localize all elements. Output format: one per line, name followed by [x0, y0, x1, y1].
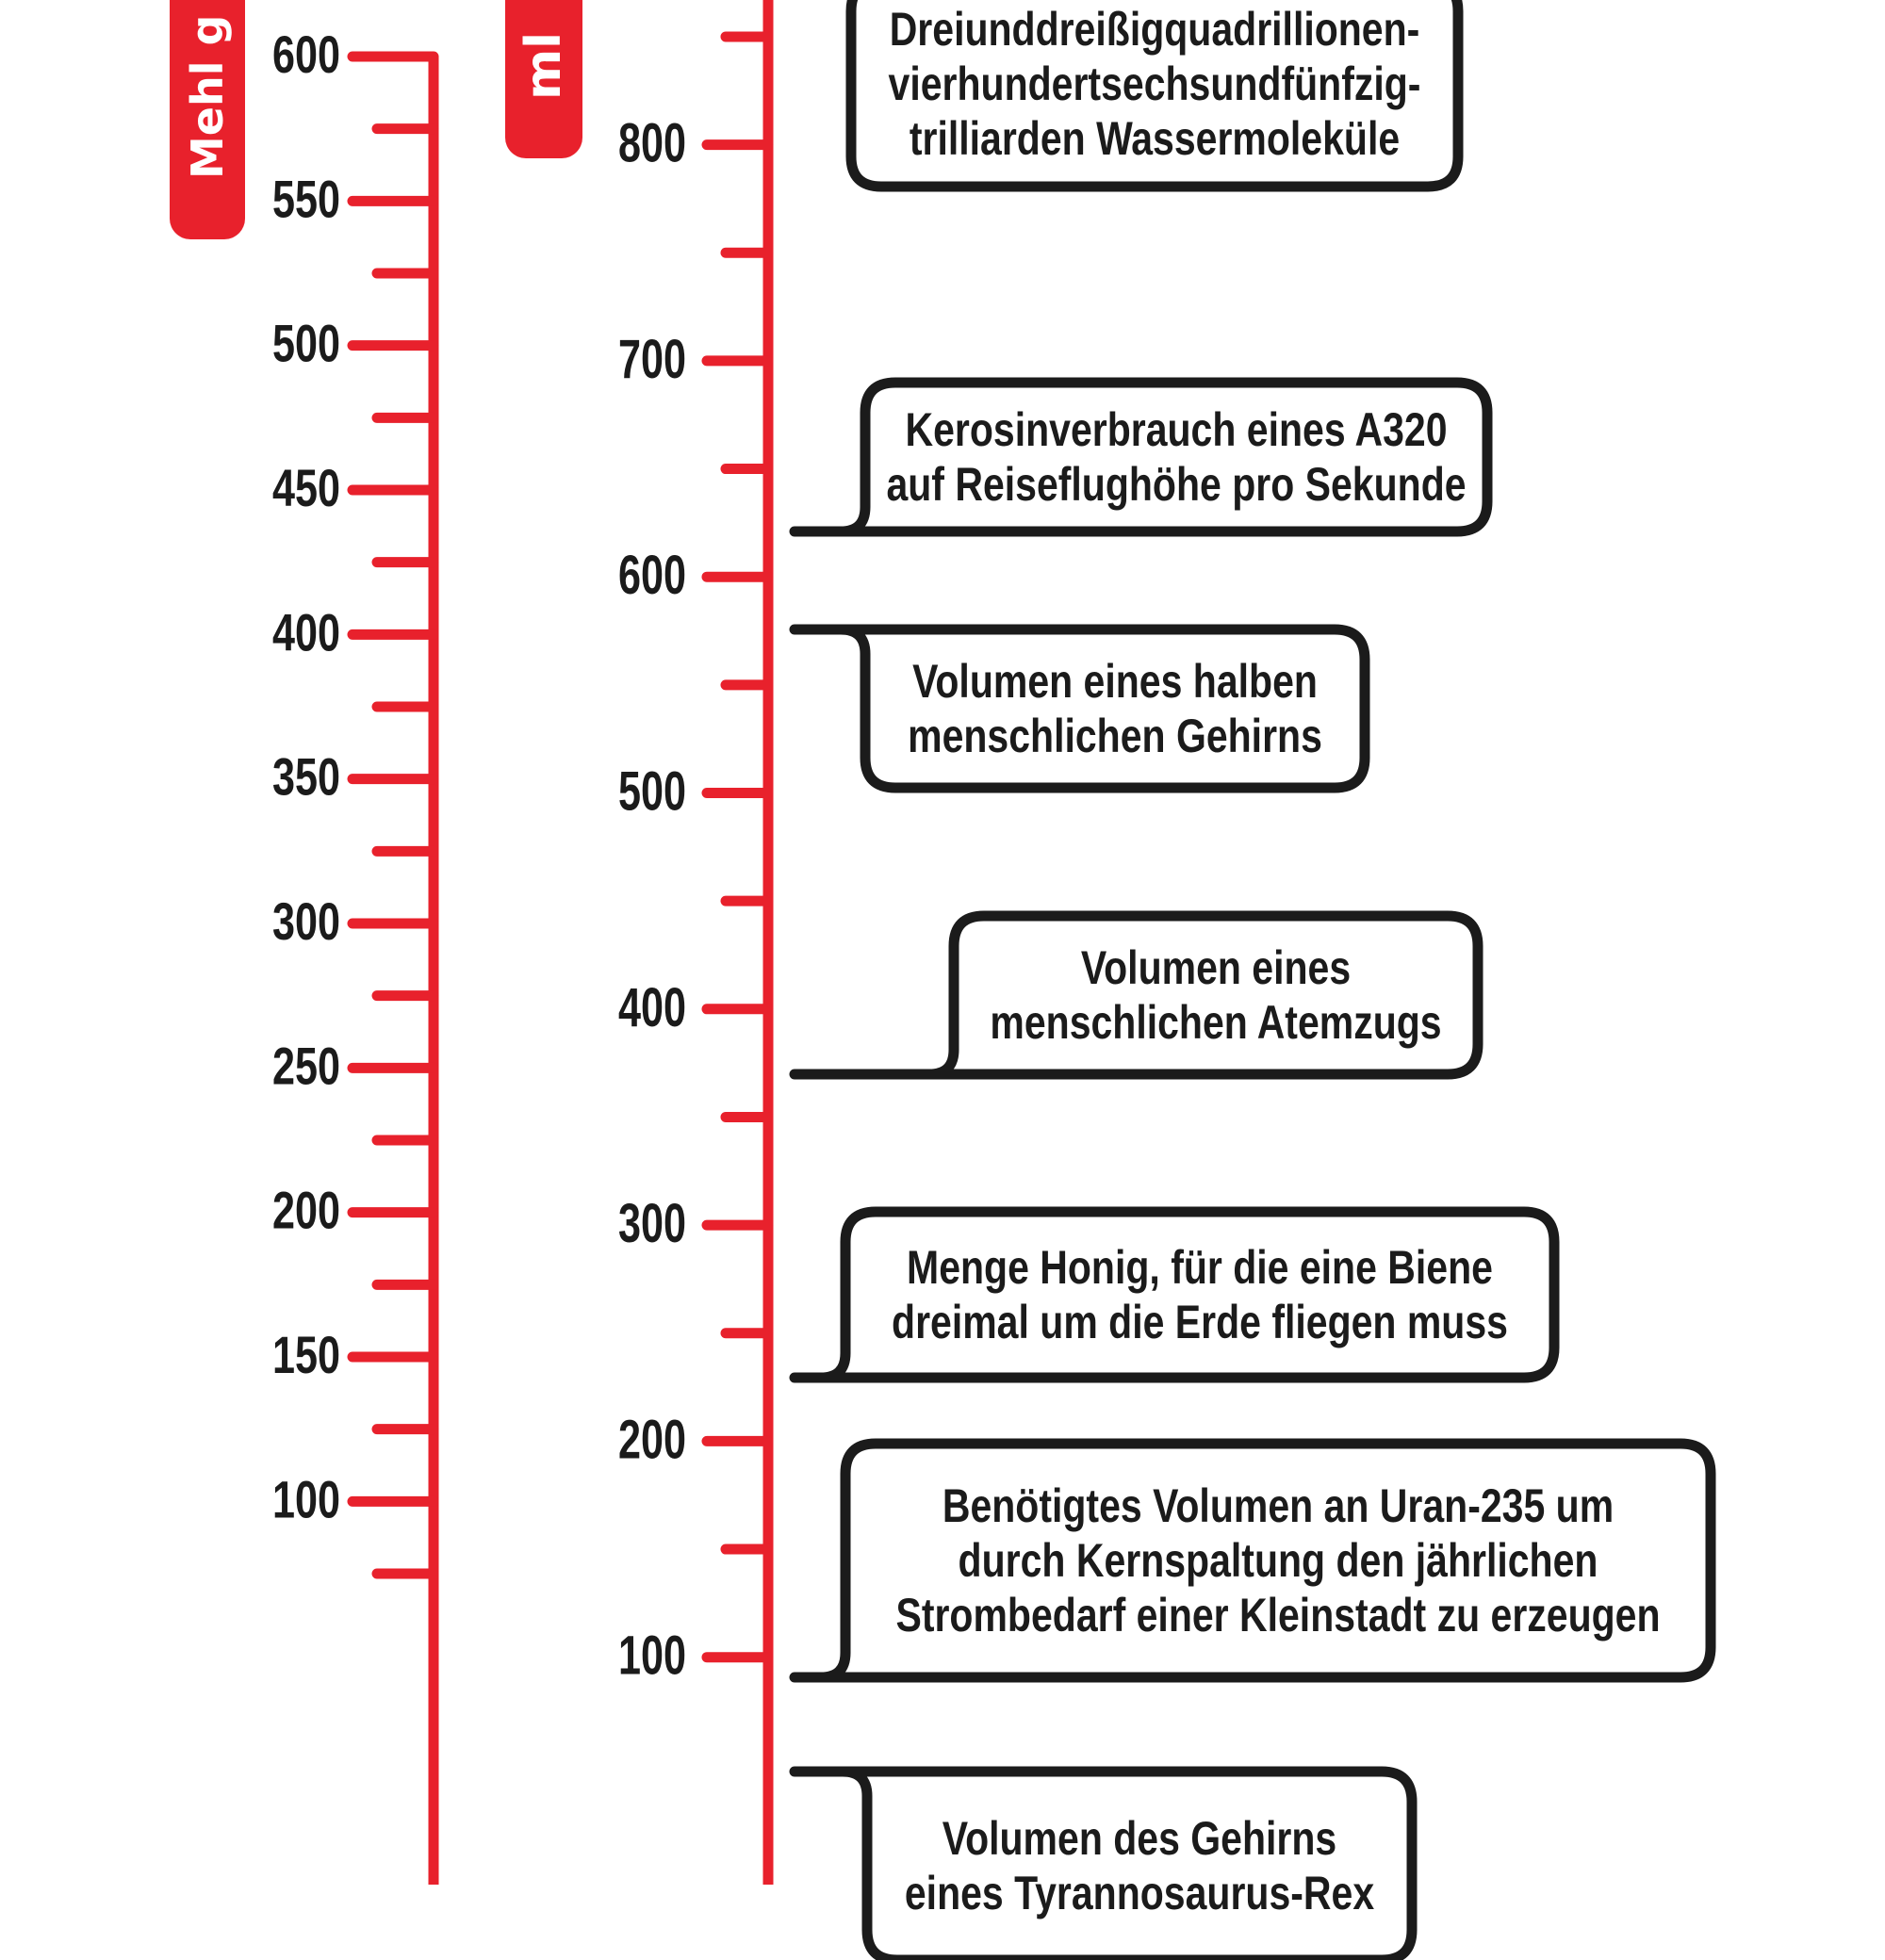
annotation-line: dreimal um die Erde fliegen muss — [892, 1296, 1508, 1348]
annotation-line: trilliarden Wassermoleküle — [909, 112, 1401, 165]
ml-unit-label: ml — [516, 32, 572, 101]
annotation-line: Volumen eines halben — [912, 655, 1318, 708]
flour-tick-label: 100 — [272, 1469, 340, 1529]
annotation-line: auf Reiseflughöhe pro Sekunde — [886, 458, 1467, 511]
ml-tick-label: 700 — [618, 328, 686, 390]
flour-tick-label: 600 — [272, 24, 340, 84]
annotation-text-honey-bee — [892, 1212, 1508, 1378]
flour-scale — [272, 24, 434, 1885]
ml-scale — [596, 0, 768, 1885]
ml-tick-label: 300 — [618, 1193, 686, 1255]
ml-tick-label: 500 — [618, 760, 686, 823]
annotation-line: Dreiunddreißigquadrillionen- — [889, 3, 1420, 56]
annotation-text-half-brain — [908, 629, 1322, 788]
flour-tick-label: 250 — [272, 1036, 340, 1096]
annotation-text-t-rex-brain — [904, 1772, 1375, 1960]
annotation-text-kerosene-a320 — [886, 383, 1467, 531]
ml-tick-label: 600 — [618, 545, 686, 607]
annotation-line: Strombedarf einer Kleinstadt zu erzeugen — [895, 1589, 1661, 1642]
flour-tick-label: 350 — [272, 746, 340, 807]
flour-unit-tab — [170, 0, 245, 239]
flour-tick-label: 400 — [272, 602, 340, 662]
flour-unit-label: Mehl g — [182, 14, 233, 179]
annotation-line: Volumen eines — [1080, 941, 1352, 994]
annotation-line: eines Tyrannosaurus-Rex — [904, 1867, 1375, 1919]
ml-tick-label: 400 — [618, 976, 686, 1038]
annotation-text-uranium — [895, 1444, 1661, 1677]
annotation-text-breath — [990, 916, 1442, 1074]
annotation-line: vierhundertsechsundfünfzig- — [888, 57, 1421, 110]
annotation-line: Volumen des Gehirns — [942, 1812, 1337, 1865]
annotation-line: menschlichen Atemzugs — [990, 996, 1442, 1049]
ml-tick-label: 100 — [618, 1625, 686, 1687]
ml-unit-tab — [505, 0, 582, 158]
annotation-line: menschlichen Gehirns — [908, 710, 1322, 762]
flour-tick-label: 200 — [272, 1180, 340, 1240]
flour-tick-label: 450 — [272, 458, 340, 517]
annotation-line: durch Kernspaltung den jährlichen — [958, 1534, 1598, 1587]
annotation-line: Kerosinverbrauch eines A320 — [905, 403, 1448, 456]
flour-tick-label: 500 — [272, 313, 340, 373]
flour-tick-label: 550 — [272, 169, 340, 229]
flour-tick-label: 300 — [272, 891, 340, 951]
ml-tick-label: 800 — [618, 112, 686, 174]
annotation-line: Benötigtes Volumen an Uran-235 um — [942, 1479, 1615, 1532]
annotation-text-water-molecules — [888, 0, 1421, 187]
ml-tick-label: 200 — [618, 1409, 686, 1471]
flour-tick-label: 150 — [272, 1325, 340, 1384]
annotation-line: Menge Honig, für die eine Biene — [907, 1241, 1493, 1294]
